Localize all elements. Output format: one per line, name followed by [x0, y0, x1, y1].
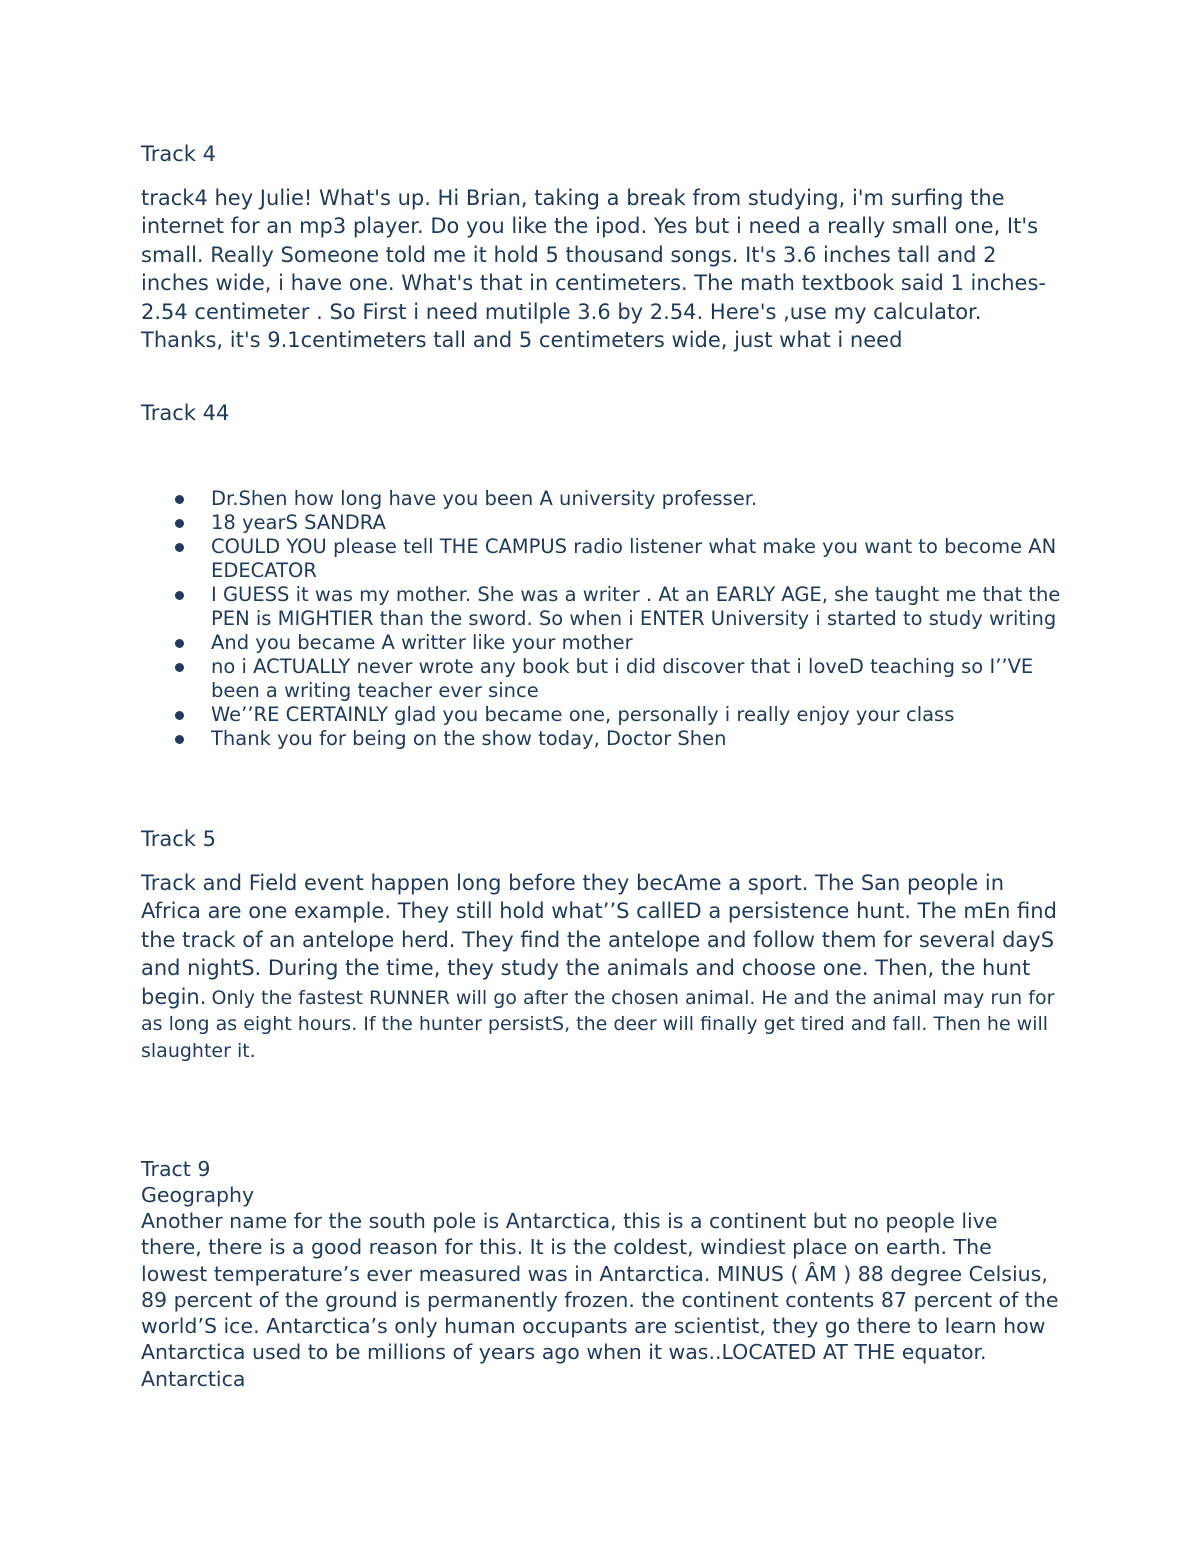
list-item [141, 583, 1061, 631]
list-item-text: We’’RE CERTAINLY glad you became one, personally i really enjoy your class [211, 703, 955, 726]
list-item-text: COULD YOU please tell THE CAMPUS radio listener what make you want to become AN EDECATOR [211, 535, 1057, 582]
track5-transcript [141, 869, 1061, 1064]
track4-heading: Track 4 [141, 142, 216, 166]
track5-transcript-part1: Track and Field event happen long before they becAme a sport. The San people in Africa are one example. They still hold what’’S callED a persistence hunt. The mEn find the track of an antelope herd. They find the antelope and follow them for several dayS and nightS. During the time, they study the animals and choose one. Then, the hunt begin. [141, 871, 1057, 1009]
bullet-icon [175, 519, 184, 528]
list-item [141, 511, 1061, 535]
list-item-text: Thank you for being on the show today, Doctor Shen [211, 727, 727, 750]
list-item-text: And you became A writter like your mother [211, 631, 633, 654]
list-item [141, 535, 1061, 583]
track4-transcript: track4 hey Julie! What's up. Hi Brian, taking a break from studying, i'm surfing the internet for an mp3 player. Do you like the ipod. Yes but i need a really small one, It's small. Really Someone told me it hold 5 thousand songs. It's 3.6 inches tall and 2 inches wide, i have one. What's that in centimeters. The math textbook said 1 inches- 2.54 centimeter . So First i need mutilple 3.6 by 2.54. Here's ,use my calculator. Thanks, it's 9.1centimeters tall and 5 centimeters wide, just what i need [141, 186, 1046, 353]
list-item [141, 631, 1061, 655]
list-item-text: 18 yearS SANDRA [211, 511, 386, 534]
document-page [141, 0, 1061, 1553]
list-item-text: I GUESS it was my mother. She was a writer . At an EARLY AGE, she taught me that the PEN is MIGHTIER than the sword. So when i ENTER University i started to study writing [211, 583, 1061, 630]
list-item-text: Dr.Shen how long have you been A university professer. [211, 487, 758, 510]
track9-transcript: Another name for the south pole is Antarctica, this is a continent but no people live there, there is a good reason for this. It is the coldest, windiest place on earth. The lowest temperature’s ever measured was in Antarctica. MINUS ( ÂM ) 88 degree Celsius, 89 percent of the ground is permanently frozen. the continent contents 87 percent of the world’S ice. Antarctica’s only human occupants are scientist, they go there to learn how Antarctica used to be millions of years ago when it was..LOCATED AT THE equator. Antarctica [141, 1209, 1059, 1391]
list-item [141, 487, 1061, 511]
bullet-icon [175, 495, 184, 504]
track9-subheading: Geography [141, 1183, 255, 1207]
bullet-icon [175, 663, 184, 672]
track5-heading: Track 5 [141, 827, 216, 851]
list-item-text: no i ACTUALLY never wrote any book but i did discover that i loveD teaching so I’’VE been a writing teacher ever since [211, 655, 1034, 702]
bullet-icon [175, 639, 184, 648]
track44-dialogue-list [141, 487, 1061, 751]
list-item [141, 703, 1061, 727]
track44-heading: Track 44 [141, 401, 230, 425]
bullet-icon [175, 543, 184, 552]
track5-transcript-part2: Only the fastest RUNNER will go after the chosen animal. He and the animal may run for as long as eight hours. If the hunter persistS, the deer will finally get tired and fall. Then he will slaughter it. [141, 986, 1055, 1062]
list-item [141, 727, 1061, 751]
bullet-icon [175, 735, 184, 744]
track9-heading: Tract 9 [141, 1157, 211, 1181]
bullet-icon [175, 711, 184, 720]
bullet-icon [175, 591, 184, 600]
list-item [141, 655, 1061, 703]
